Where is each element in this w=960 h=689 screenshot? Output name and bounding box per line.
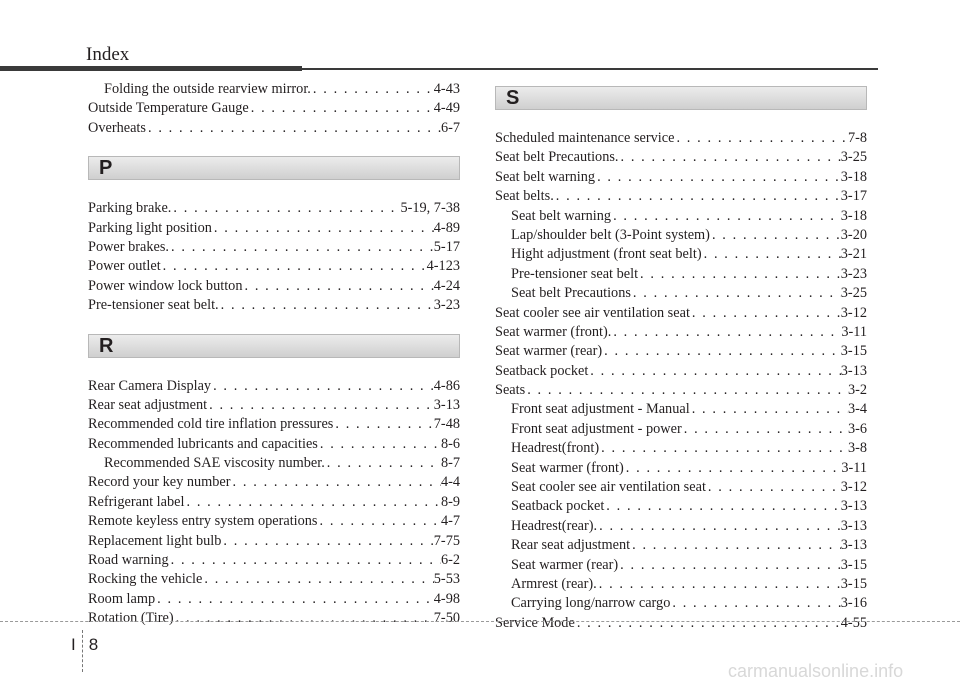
- index-entry-label: Rear seat adjustment: [88, 396, 208, 413]
- index-entry-label: Power brakes.: [88, 238, 169, 255]
- index-entry-label: Seat belt Precautions: [511, 285, 631, 302]
- dot-leader: [674, 129, 848, 148]
- dot-leader: [618, 148, 840, 167]
- index-entry[interactable]: [88, 493, 460, 512]
- index-entry-page: 3-16: [840, 595, 867, 612]
- index-entry-label: Power window lock button: [88, 277, 243, 294]
- dot-leader: [618, 556, 841, 575]
- index-entry-label: Scheduled maintenance service: [495, 130, 675, 146]
- index-entry-label: Seat warmer (front): [511, 459, 624, 476]
- dot-leader: [575, 614, 841, 633]
- index-entry-page: 6-7: [440, 119, 460, 136]
- index-entry-page: 4-86: [433, 377, 460, 394]
- index-entry-label: Power outlet: [88, 258, 161, 275]
- dot-leader: [212, 219, 434, 238]
- index-entry-label: Service Mode: [495, 614, 575, 631]
- index-entry-page: 3-13: [840, 537, 867, 554]
- index-entry-label: Recommended lubricants and capacities: [88, 435, 318, 452]
- dot-leader: [597, 517, 841, 536]
- index-entry-page: 3-13: [840, 362, 867, 379]
- index-entry-label: Seat belt Precautions.: [495, 149, 619, 166]
- index-entry-page: 4-55: [840, 614, 867, 631]
- index-entry-page: 4-49: [433, 100, 460, 117]
- index-entry-page: 7-48: [433, 416, 460, 433]
- dot-leader: [630, 536, 841, 555]
- index-entry-label: Seatback pocket: [495, 362, 589, 379]
- dot-leader: [638, 265, 841, 284]
- index-entry-label: Parking brake.: [88, 200, 172, 217]
- index-entry[interactable]: [88, 80, 460, 99]
- dot-leader: [624, 459, 842, 478]
- header-rule-thick: [0, 66, 302, 71]
- section-header-s: [495, 86, 867, 110]
- header-rule-thin: [302, 68, 878, 70]
- index-entry-label: Rocking the vehicle: [88, 571, 203, 588]
- index-entry[interactable]: [495, 556, 867, 575]
- index-entry-label: Lap/shoulder belt (3-Point system): [511, 226, 710, 243]
- section-header-r: [88, 334, 460, 358]
- index-entry[interactable]: [495, 304, 867, 323]
- index-entry-page: 6-2: [440, 552, 460, 569]
- index-entry[interactable]: [88, 296, 460, 315]
- dot-leader: [169, 238, 434, 257]
- index-entry[interactable]: [495, 148, 867, 167]
- index-entry-page: 3-23: [840, 265, 867, 282]
- dot-leader: [690, 400, 848, 419]
- index-entry[interactable]: [88, 119, 460, 138]
- index-entry-page: 3-21: [840, 246, 867, 263]
- index-entry[interactable]: [495, 614, 867, 633]
- index-entry-page: 4-4: [440, 474, 460, 491]
- index-entry[interactable]: [88, 435, 460, 454]
- index-entry-page: 3-15: [840, 343, 867, 360]
- page-number: [71, 624, 98, 666]
- page-title: Index: [86, 44, 130, 65]
- dot-leader: [611, 207, 841, 226]
- index-entry-label: Pre-tensioner seat belt: [511, 265, 639, 282]
- index-entry-label: Carrying long/narrow cargo: [511, 595, 671, 612]
- index-entry-page: 3-15: [840, 556, 867, 573]
- dot-leader: [249, 99, 434, 118]
- index-entry[interactable]: [495, 497, 867, 516]
- dot-leader: [171, 199, 400, 218]
- index-entry-label: Headrest(rear).: [511, 517, 598, 534]
- watermark: carmanualsonline.info: [728, 661, 904, 681]
- index-entry-label: Remote keyless entry system operations: [88, 513, 318, 530]
- index-entry-label: Parking light position: [88, 219, 212, 236]
- index-entry[interactable]: [88, 219, 460, 238]
- dot-leader: [631, 284, 841, 303]
- index-entry[interactable]: [88, 512, 460, 531]
- index-entry-label: Rear Camera Display: [88, 377, 212, 394]
- dot-leader: [554, 187, 841, 206]
- index-entry[interactable]: [88, 590, 460, 609]
- index-entry-page: 3-12: [840, 479, 867, 496]
- index-entry[interactable]: [88, 377, 460, 396]
- footer-section-letter: I: [71, 635, 76, 654]
- index-entry[interactable]: [88, 277, 460, 296]
- dot-leader: [597, 575, 841, 594]
- index-entry-label: Seats: [495, 382, 526, 399]
- index-entry[interactable]: [495, 226, 867, 245]
- index-entry-label: Front seat adjustment - power: [511, 420, 682, 437]
- index-entry-label: Seat belt warning: [495, 168, 596, 185]
- index-entry[interactable]: [495, 420, 867, 439]
- index-entry[interactable]: [88, 238, 460, 257]
- index-entry-page: 4-43: [433, 81, 460, 97]
- index-entry-label: Seat warmer (rear): [495, 343, 603, 360]
- index-entry[interactable]: [495, 400, 867, 419]
- index-entry-label: Seat warmer (rear): [511, 556, 619, 573]
- index-entry-label: Hight adjustment (front seat belt): [511, 246, 702, 263]
- index-column-left: [88, 80, 460, 629]
- dot-leader: [525, 381, 848, 400]
- index-entry-label: Recommended SAE viscosity number.: [104, 455, 325, 472]
- index-entry-label: Rear seat adjustment: [511, 537, 631, 554]
- index-entry[interactable]: [88, 551, 460, 570]
- index-column-right: [495, 80, 867, 633]
- index-entry-page: 4-89: [433, 219, 460, 236]
- index-entry-page: 4-24: [433, 277, 460, 294]
- index-entry-page: 8-9: [440, 493, 460, 510]
- index-entry[interactable]: [495, 575, 867, 594]
- footer-separator: [82, 630, 83, 672]
- section-header-p: [88, 156, 460, 180]
- dot-leader: [242, 277, 433, 296]
- index-entry[interactable]: [495, 342, 867, 361]
- index-entry[interactable]: [88, 609, 460, 628]
- index-entry-label: Seat cooler see air ventilation seat: [495, 304, 690, 321]
- index-entry-page: 7-75: [433, 532, 460, 549]
- index-entry-page: 3-13: [840, 517, 867, 534]
- index-entry-label: Seat warmer (front).: [495, 323, 612, 340]
- index-entry[interactable]: [495, 381, 867, 400]
- index-entry-page: 7-8: [847, 130, 867, 146]
- dot-leader: [155, 590, 434, 609]
- index-entry[interactable]: [495, 187, 867, 206]
- dot-leader: [169, 551, 441, 570]
- index-entry-page: 3-8: [847, 440, 867, 457]
- index-entry[interactable]: [88, 570, 460, 589]
- index-entry[interactable]: [495, 594, 867, 613]
- index-entry-page: 3-18: [840, 168, 867, 185]
- index-entry[interactable]: [495, 245, 867, 264]
- dot-leader: [710, 226, 841, 245]
- index-entry-page: 8-7: [440, 455, 460, 472]
- dot-leader: [219, 296, 434, 315]
- index-entry[interactable]: [88, 396, 460, 415]
- dot-leader: [595, 168, 841, 187]
- section-letter: S: [506, 87, 520, 109]
- index-entry-label: Armrest (rear).: [511, 575, 597, 592]
- index-entry-label: Road warning: [88, 552, 169, 569]
- index-entry[interactable]: [495, 459, 867, 478]
- index-entry-page: 3-4: [847, 401, 867, 418]
- dot-leader: [604, 497, 840, 516]
- index-entry-label: Seatback pocket: [511, 498, 605, 515]
- index-entry-page: 4-123: [426, 258, 460, 275]
- dot-leader: [221, 532, 433, 551]
- footer-page-number: 8: [88, 635, 99, 654]
- index-entry-label: Front seat adjustment - Manual: [511, 401, 690, 418]
- index-entry[interactable]: [88, 473, 460, 492]
- dot-leader: [333, 415, 433, 434]
- index-entry[interactable]: [88, 454, 460, 473]
- dot-leader: [682, 420, 848, 439]
- index-entry[interactable]: [495, 478, 867, 497]
- index-entry-label: Room lamp: [88, 590, 156, 607]
- index-entry[interactable]: [88, 415, 460, 434]
- dot-leader: [670, 594, 840, 613]
- index-entry-label: Headrest(front): [511, 440, 600, 457]
- dot-leader: [588, 362, 840, 381]
- index-entry[interactable]: [495, 439, 867, 458]
- dot-leader: [311, 80, 434, 99]
- index-entry[interactable]: [88, 99, 460, 118]
- index-entry-label: Replacement light bulb: [88, 532, 222, 549]
- index-entry-label: Rotation (Tire): [88, 610, 174, 627]
- dot-leader: [161, 257, 427, 276]
- index-entry[interactable]: [88, 199, 460, 218]
- footer-divider: [0, 621, 960, 622]
- index-entry-label: Seat belt warning: [511, 207, 612, 224]
- dot-leader: [599, 439, 848, 458]
- dot-leader: [702, 245, 841, 264]
- index-entry-label: Seat cooler see air ventilation seat: [511, 479, 706, 496]
- index-entry-label: Overheats: [88, 119, 146, 136]
- index-entry-page: 3-18: [840, 207, 867, 224]
- index-entry[interactable]: [495, 362, 867, 381]
- dot-leader: [318, 512, 441, 531]
- dot-leader: [690, 304, 841, 323]
- index-entry-page: 3-12: [840, 304, 867, 321]
- index-entry-label: Outside Temperature Gauge: [88, 100, 249, 117]
- index-entry-page: 3-11: [841, 323, 867, 340]
- index-entry[interactable]: [88, 532, 460, 551]
- index-entry-page: 3-25: [840, 285, 867, 302]
- index-entry-page: 5-17: [433, 238, 460, 255]
- dot-leader: [706, 478, 841, 497]
- index-entry-page: 3-6: [847, 420, 867, 437]
- index-entry-page: 3-13: [840, 498, 867, 515]
- index-entry-page: 4-7: [440, 513, 460, 530]
- index-entry[interactable]: [495, 517, 867, 536]
- section-letter: P: [99, 157, 113, 180]
- index-entry[interactable]: [495, 207, 867, 226]
- index-entry-label: Seat belts.: [495, 188, 554, 205]
- index-entry-label: Record your key number: [88, 474, 231, 491]
- index-entry-page: 5-53: [433, 571, 460, 588]
- dot-leader: [184, 493, 440, 512]
- dot-leader: [602, 342, 841, 361]
- dot-leader: [174, 609, 434, 628]
- index-entry-page: 3-20: [840, 226, 867, 243]
- index-entry[interactable]: [495, 129, 867, 148]
- index-entry-page: 3-2: [847, 382, 867, 399]
- index-entry-page: 8-6: [440, 435, 460, 452]
- index-entry-label: Folding the outside rearview mirror.: [104, 81, 311, 97]
- index-entry[interactable]: [495, 284, 867, 303]
- dot-leader: [231, 473, 441, 492]
- index-entry[interactable]: [495, 265, 867, 284]
- dot-leader: [211, 377, 434, 396]
- dot-leader: [207, 396, 434, 415]
- index-entry-page: 4-98: [433, 590, 460, 607]
- index-entry-page: 3-15: [840, 575, 867, 592]
- index-entry-page: 3-11: [841, 459, 867, 476]
- index-entry-page: 3-23: [433, 297, 460, 314]
- index-entry-page: 3-25: [840, 149, 867, 166]
- index-entry-page: 3-17: [840, 188, 867, 205]
- index-entry-label: Recommended cold tire inflation pressures: [88, 416, 334, 433]
- dot-leader: [146, 119, 441, 138]
- dot-leader: [318, 435, 441, 454]
- index-entry-label: Refrigerant label: [88, 493, 185, 510]
- index-entry-page: 5-19, 7-38: [400, 200, 460, 217]
- section-letter: R: [99, 334, 114, 357]
- dot-leader: [202, 570, 433, 589]
- dot-leader: [611, 323, 841, 342]
- index-entry-page: 7-50: [433, 610, 460, 627]
- index-entry[interactable]: [495, 168, 867, 187]
- index-entry-label: Pre-tensioner seat belt.: [88, 297, 219, 314]
- index-entry-page: 3-13: [433, 396, 460, 413]
- index-entry[interactable]: [495, 536, 867, 555]
- index-entry[interactable]: [495, 323, 867, 342]
- dot-leader: [325, 454, 441, 473]
- index-entry[interactable]: [88, 257, 460, 276]
